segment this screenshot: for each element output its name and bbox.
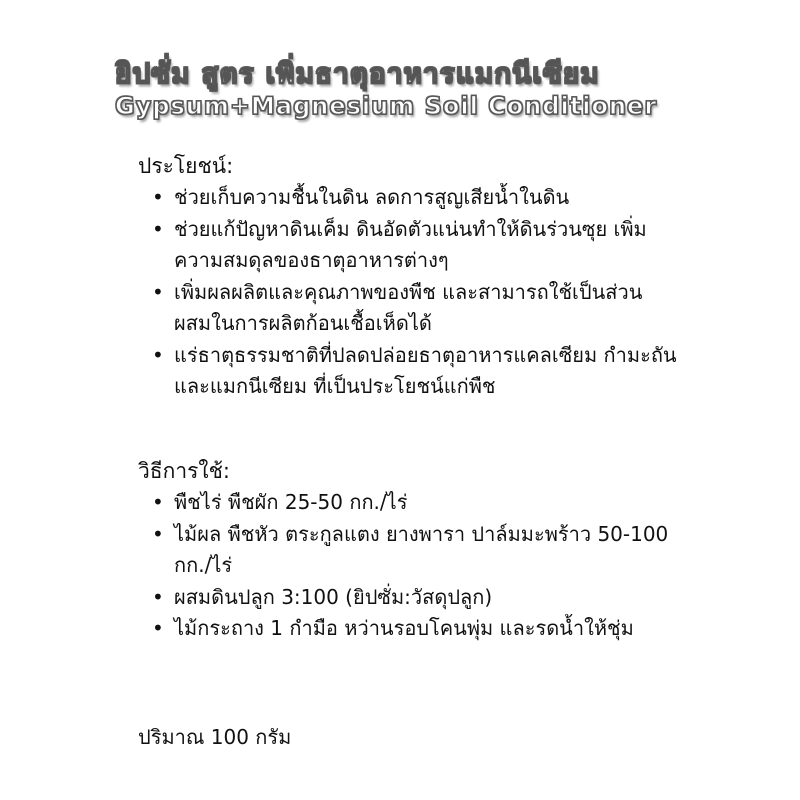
bullet-icon: • — [152, 342, 164, 367]
list-item — [138, 340, 678, 403]
benefit-text: แร่ธาตุธรรมชาติที่ปลดปล่อยธาตุอาหารแคลเซียม กำมะถันและแมกนีเซียม ที่เป็นประโยชน์แก่พืช — [174, 342, 677, 398]
benefit-text: เพิ่มผลผลิตและคุณภาพของพืช และสามารถใช้เป็นส่วนผสมในการผลิตก้อนเชื้อเห็ดได้ — [174, 279, 643, 335]
product-title-english: Gypsum+Magnesium Soil Conditioner — [115, 92, 658, 120]
bullet-icon: • — [152, 616, 164, 640]
bullet-icon: • — [152, 521, 164, 546]
usage-text: ไม้กระถาง 1 กำมือ หว่านรอบโคนพุ่ม และรดน้ำให้ชุ่ม — [174, 616, 634, 640]
net-amount: ปริมาณ 100 กรัม — [138, 725, 292, 749]
bullet-icon: • — [152, 279, 164, 304]
usage-list — [138, 487, 678, 645]
benefit-text: ช่วยแก้ปัญหาดินเค็ม ดินอัดตัวแน่นทำให้ดินร่วนซุย เพิ่มความสมดุลของธาตุอาหารต่างๆ — [174, 216, 647, 272]
usage-text: พืชไร่ พืชผัก 25-50 กก./ไร่ — [174, 490, 408, 514]
list-item — [138, 182, 678, 214]
list-item — [138, 519, 678, 582]
bullet-icon: • — [152, 490, 164, 514]
list-item — [138, 487, 678, 519]
list-item — [138, 214, 678, 277]
benefits-section — [138, 150, 678, 403]
list-item — [138, 582, 678, 614]
usage-text: ไม้ผล พืชหัว ตระกูลแตง ยางพารา ปาล์มมะพร้าว 50-100 กก./ไร่ — [174, 521, 669, 577]
list-item — [138, 613, 678, 645]
benefits-list — [138, 182, 678, 403]
benefits-heading: ประโยชน์: — [138, 154, 234, 178]
usage-text: ผสมดินปลูก 3:100 (ยิปซั่ม:วัสดุปลูก) — [174, 584, 493, 609]
bullet-icon: • — [152, 584, 164, 609]
product-title-thai: ยิปซั่ม สูตร เพิ่มธาตุอาหารแมกนีเซียม — [115, 57, 600, 90]
benefit-text: ช่วยเก็บความชื้นในดิน ลดการสูญเสียน้ำในดิน — [174, 185, 570, 209]
bullet-icon: • — [152, 185, 164, 209]
usage-section — [138, 455, 678, 645]
usage-heading: วิธีการใช้: — [138, 459, 230, 483]
list-item — [138, 277, 678, 340]
bullet-icon: • — [152, 216, 164, 241]
